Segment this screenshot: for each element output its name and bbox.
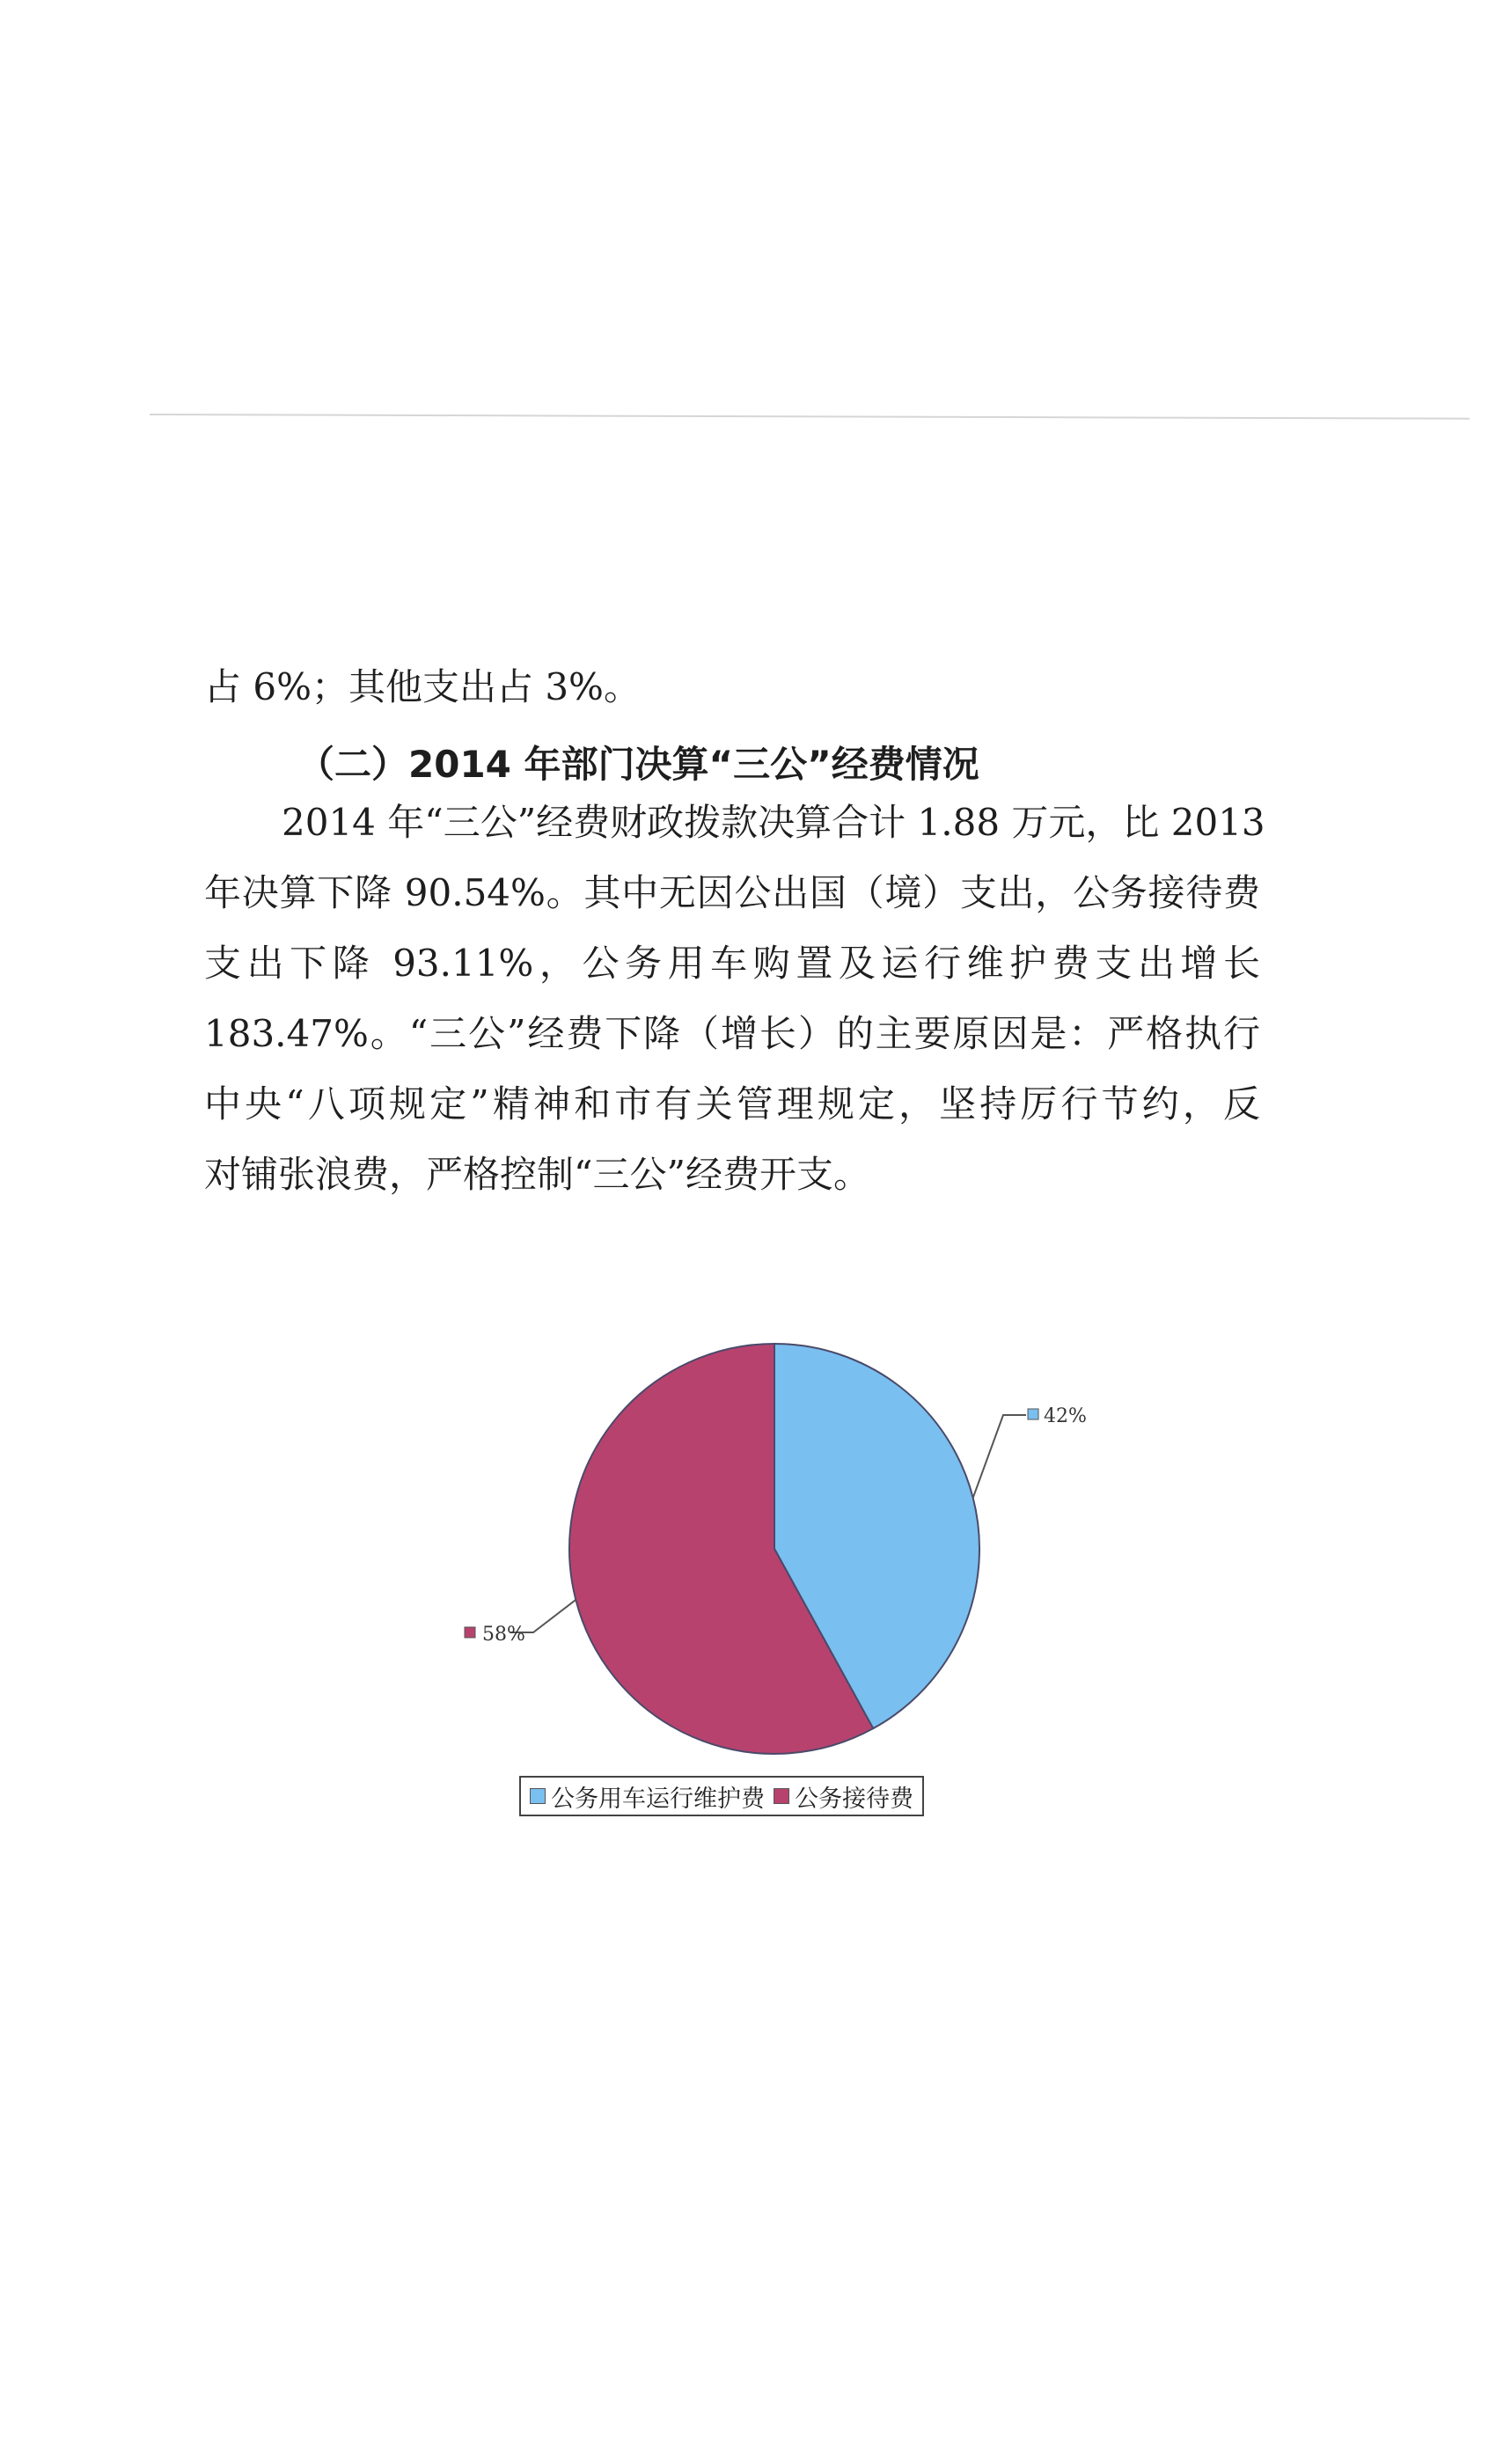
pie-data-label-1: 42% xyxy=(1044,1405,1087,1427)
legend-item-1 xyxy=(530,1779,765,1814)
pie-data-label-2: 58% xyxy=(482,1624,525,1646)
paragraph-line-6: 中央“八项规定”精神和市有关管理规定，坚持厉行节约，反 xyxy=(204,1082,1260,1126)
legend-item-2 xyxy=(774,1779,913,1814)
pie-chart xyxy=(458,1294,1126,1839)
paragraph-line-2: 2014 年“三公”经费财政拨款决算合计 1.88 万元，比 2013 xyxy=(282,801,1265,844)
legend-swatch-1 xyxy=(530,1788,546,1804)
pie-label-swatch-1 xyxy=(1028,1409,1038,1419)
pie-leader-line-1 xyxy=(973,1415,1026,1498)
paragraph-line-1: 占 6%；其他支出占 3%。 xyxy=(204,665,641,708)
paragraph-line-7: 对铺张浪费，严格控制“三公”经费开支。 xyxy=(204,1153,870,1196)
scan-edge-line xyxy=(150,414,1470,420)
pie-label-swatch-2 xyxy=(465,1627,475,1638)
chart-legend xyxy=(519,1776,924,1816)
legend-label-2: 公务接待费 xyxy=(795,1785,913,1813)
pie-chart-svg xyxy=(458,1294,1126,1839)
paragraph-line-3: 年决算下降 90.54%。其中无因公出国（境）支出，公务接待费 xyxy=(204,871,1260,914)
section-heading: （二）2014 年部门决算“三公”经费情况 xyxy=(297,743,979,786)
legend-label-1: 公务用车运行维护费 xyxy=(551,1785,765,1813)
paragraph-line-5: 183.47%。“三公”经费下降（增长）的主要原因是：严格执行 xyxy=(204,1012,1260,1055)
legend-swatch-2 xyxy=(774,1788,789,1804)
paragraph-line-4: 支出下降 93.11%，公务用车购置及运行维护费支出增长 xyxy=(204,942,1260,985)
